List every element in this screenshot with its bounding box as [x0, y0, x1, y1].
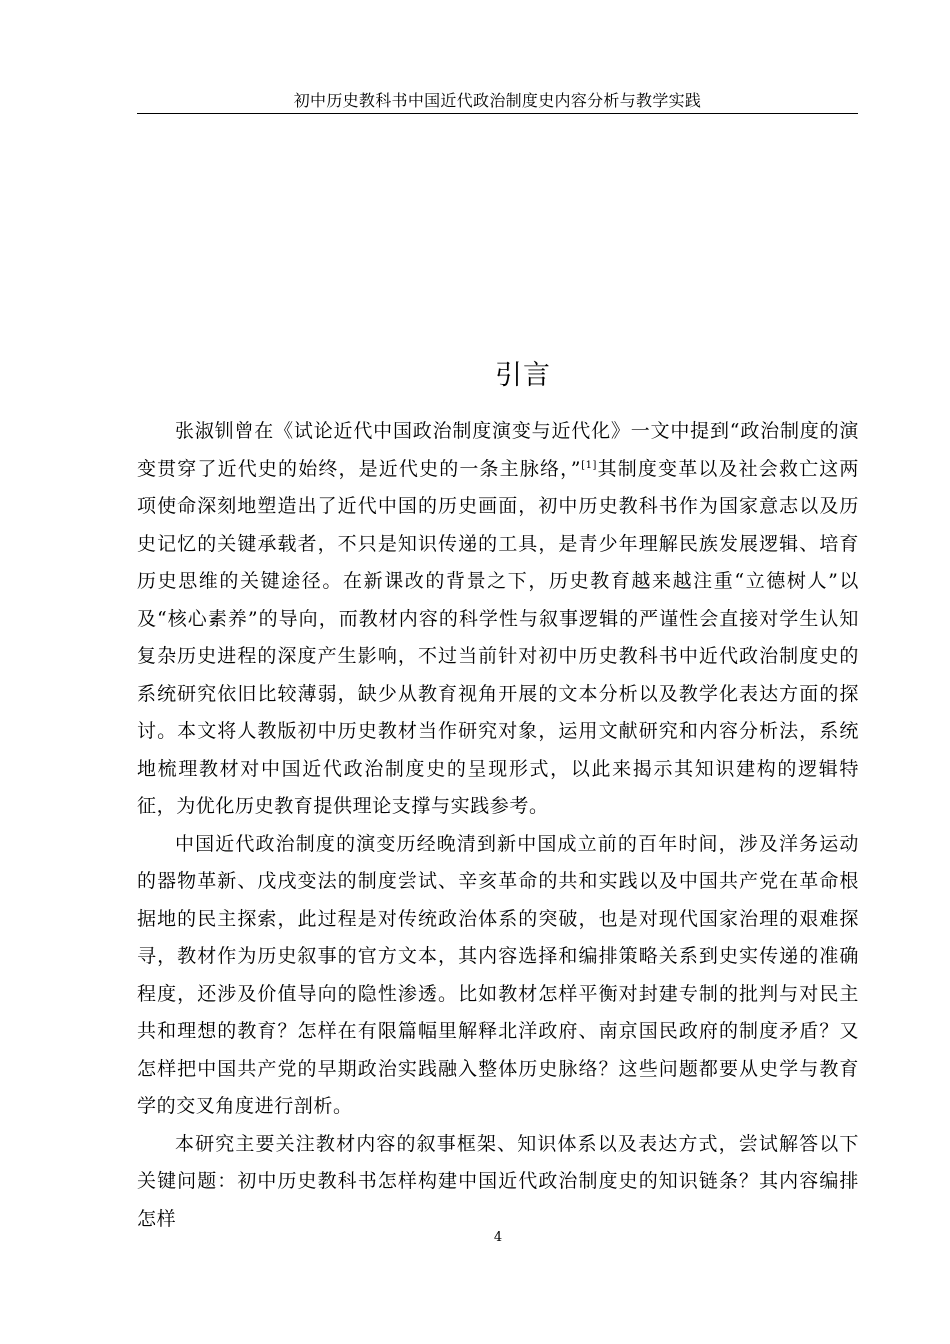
chapter-title: 引言	[495, 360, 551, 391]
paragraph-2: 中国近代政治制度的演变历经晚清到新中国成立前的百年时间，涉及洋务运动的器物革新、戊戌变法的制度尝试、辛亥革命的共和实践以及中国共产党在革命根据地的民主探索，此过程是对传统政治体系的突破，也是对现代国家治理的艰难探寻，教材作为历史叙事的官方文本，其内容选择和编排策略关系到史实传递的准确程度，还涉及价值导向的隐性渗透。比如教材怎样平衡对封建专制的批判与对民主共和理想的教育？怎样在有限篇幅里解释北洋政府、南京国民政府的制度矛盾？又怎样把中国共产党的早期政治实践融入整体历史脉络？这些问题都要从史学与教育学的交叉角度进行剖析。	[137, 832, 859, 1117]
paragraph-1	[137, 413, 859, 826]
paragraph-3: 本研究主要关注教材内容的叙事框架、知识体系以及表达方式，尝试解答以下关键问题：初中历史教科书怎样构建中国近代政治制度史的知识链条？其内容编排怎样	[137, 1132, 859, 1230]
body-text	[137, 413, 859, 1238]
paragraph-1-text-after-citation: 其制度变革以及社会救亡这两项使命深刻地塑造出了近代中国的历史画面，初中历史教科书作为国家意志以及历史记忆的关键承载者，不只是知识传递的工具，是青少年理解民族发展逻辑、培育历史思维的关键途径。在新课改的背景之下，历史教育越来越注重“立德树人”以及“核心素养”的导向，而教材内容的科学性与叙事逻辑的严谨性会直接对学生认知复杂历史进程的深度产生影响，不过当前针对初中历史教科书中近代政治制度史的系统研究依旧比较薄弱，缺少从教育视角开展的文本分析以及教学化表达方面的探讨。本文将人教版初中历史教材当作研究对象，运用文献研究和内容分析法，系统地梳理教材对中国近代政治制度史的呈现形式，以此来揭示其知识建构的逻辑特征，为优化历史教育提供理论支撑与实践参考。	[137, 457, 859, 817]
citation-marker[interactable]: [1]	[581, 459, 598, 471]
running-header	[137, 91, 858, 114]
paragraph-1-text-before-citation: 张淑钏曾在《试论近代中国政治制度演变与近代化》一文中提到“政治制度的演变贯穿了近代史的始终，是近代史的一条主脉络，”	[137, 420, 859, 480]
page-number: 4	[493, 1230, 503, 1245]
running-header-title: 初中历史教科书中国近代政治制度史内容分析与教学实践	[293, 91, 702, 110]
